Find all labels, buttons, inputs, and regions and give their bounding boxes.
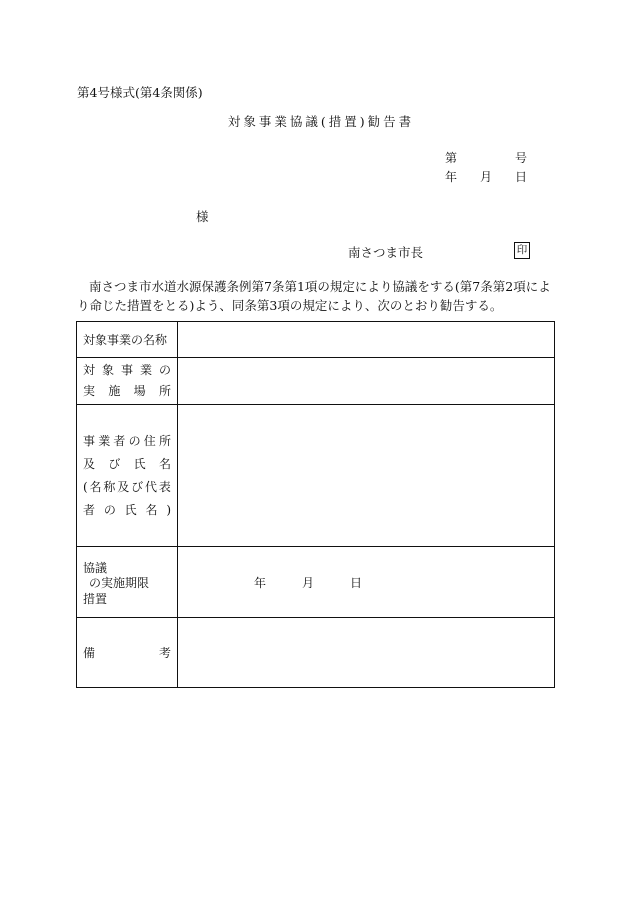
label-sochi: 措置 (83, 592, 108, 606)
value-project-name[interactable] (178, 322, 555, 358)
label-char: 業 (139, 363, 152, 377)
document-title: 対象事業協議(措置)勧告書 (227, 114, 415, 129)
table-row-remarks (77, 618, 555, 688)
date-month-label: 月 (480, 170, 493, 184)
label-char: 名 (145, 502, 158, 517)
table-row-project-name (77, 322, 555, 358)
label-char: 考 (158, 646, 171, 660)
date-day-label: 日 (515, 170, 528, 184)
label-char: び (131, 479, 144, 494)
label-location (77, 358, 178, 405)
label-deadline (77, 547, 178, 618)
label-char: 氏 (133, 456, 146, 471)
label-char: の (158, 363, 171, 377)
label-char: 事 (120, 363, 133, 377)
table-row-deadline (77, 547, 555, 618)
value-deadline[interactable] (178, 547, 555, 618)
label-char: 名 (158, 456, 171, 471)
form-number-label: 第4号様式(第4条関係) (77, 85, 203, 100)
label-char: 所 (158, 433, 171, 448)
label-kyogi: 協議 (83, 561, 108, 575)
label-line (83, 360, 177, 381)
label-char: 業 (98, 433, 111, 448)
label-char: ( (83, 479, 88, 494)
recipient-honorific: 様 (196, 209, 209, 224)
label-char: 表 (158, 479, 171, 494)
label-char: び (108, 456, 121, 471)
label-line (83, 381, 177, 402)
value-location[interactable] (178, 358, 555, 405)
number-prefix: 第 (445, 151, 458, 165)
seal-mark: 印 (514, 242, 530, 259)
label-line (83, 644, 177, 661)
value-operator[interactable] (178, 405, 555, 547)
label-char: 者 (83, 502, 96, 517)
value-remarks[interactable] (178, 618, 555, 688)
table-row-operator (77, 405, 555, 547)
issuer-title: 南さつま市長 (348, 245, 424, 260)
label-char: ) (166, 502, 171, 517)
label-char: 備 (83, 646, 96, 660)
body-paragraph: 南さつま市水道水源保護条例第7条第1項の規定により協議をする(第7条第2項により命じた措置をとる)よう、同条第3項の規定により、次のとおり勧告する。 (77, 279, 551, 313)
label-char: 称 (103, 479, 116, 494)
label-char: 場 (133, 384, 146, 398)
label-char: 象 (101, 363, 114, 377)
deadline-month-label: 月 (302, 575, 315, 590)
label-char: 及 (83, 456, 96, 471)
label-text: 対象事業の名称 (83, 333, 168, 347)
label-char: 施 (108, 384, 121, 398)
label-operator (77, 405, 178, 547)
recommendation-form-table (76, 321, 555, 688)
label-line (83, 430, 177, 453)
label-deadline-text: の実施期限 (89, 576, 150, 590)
table-row-location (77, 358, 555, 405)
label-char: 対 (83, 363, 96, 377)
label-char: 所 (158, 384, 171, 398)
deadline-date (178, 574, 554, 591)
label-line (83, 499, 177, 522)
label-char: 事 (83, 433, 96, 448)
label-char: 及 (117, 479, 130, 494)
label-char: 名 (89, 479, 102, 494)
label-char: 氏 (124, 502, 137, 517)
label-char: 者 (113, 433, 126, 448)
label-char: の (103, 502, 116, 517)
label-remarks (77, 618, 178, 688)
label-char: 住 (143, 433, 156, 448)
label-char: 代 (145, 479, 158, 494)
label-line (83, 453, 177, 476)
label-line (83, 476, 177, 499)
number-suffix: 号 (515, 151, 528, 165)
label-project-name (77, 322, 178, 358)
deadline-year-label: 年 (254, 575, 267, 590)
date-year-label: 年 (445, 170, 458, 184)
label-char: 実 (83, 384, 96, 398)
label-char: の (128, 433, 141, 448)
deadline-day-label: 日 (350, 575, 363, 590)
